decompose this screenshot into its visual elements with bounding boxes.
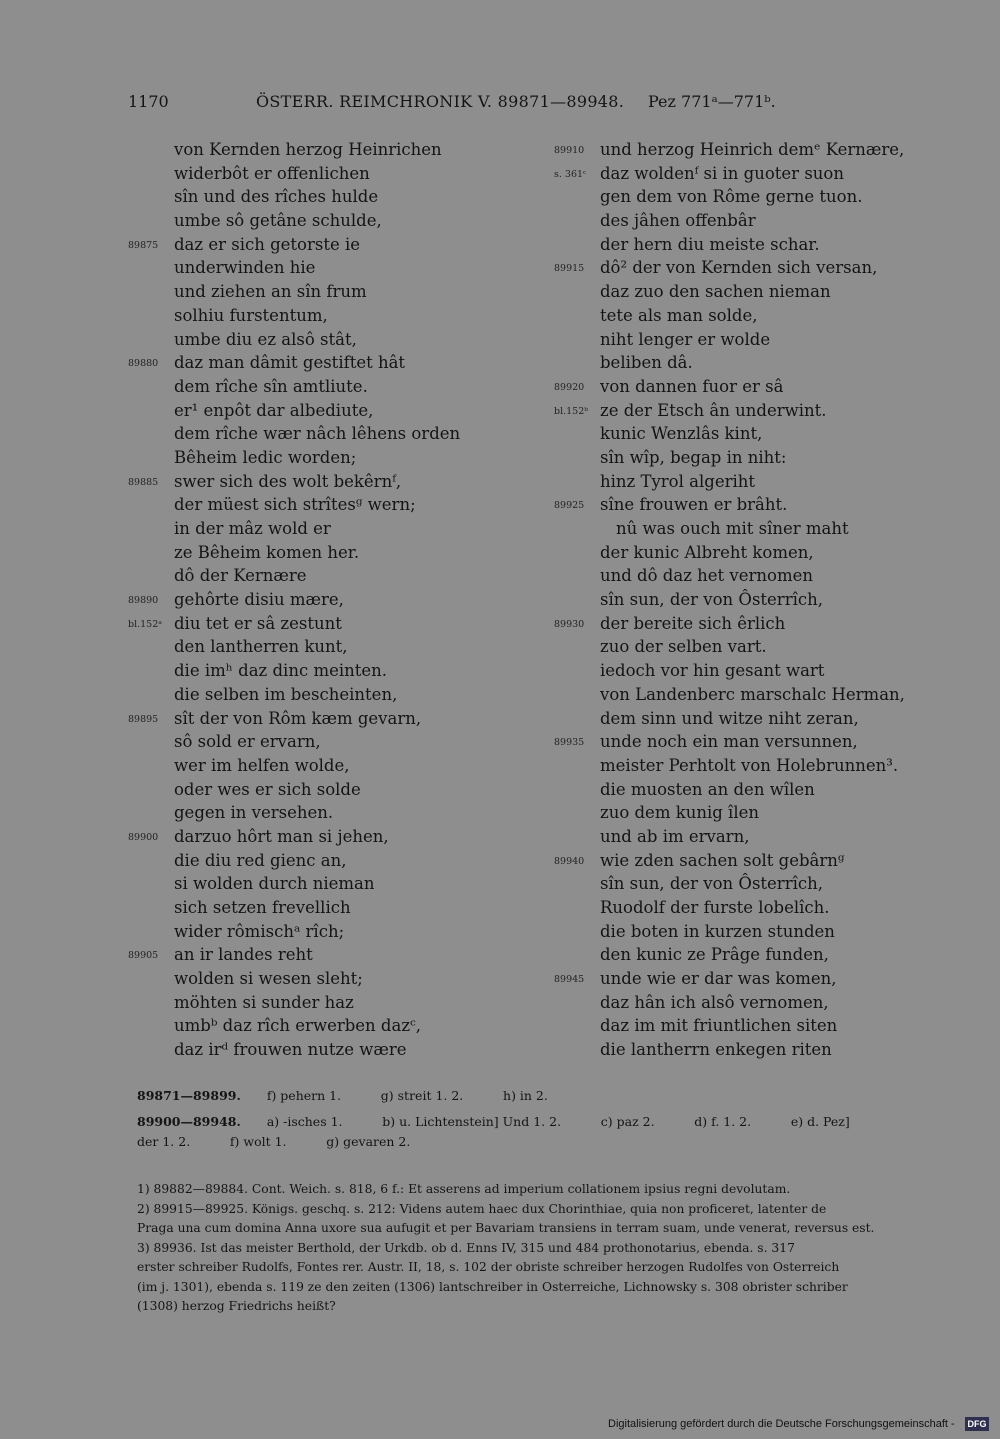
verse-text: dem sinn und witze niht zeran, <box>600 708 859 728</box>
verse-line <box>128 328 528 352</box>
verse-text: kunic Wenzlâs kint, <box>600 424 763 444</box>
verse-line <box>128 138 528 162</box>
verse-line <box>554 399 984 423</box>
verse-text: zuo der selben vart. <box>600 637 767 657</box>
footnote-line: (1308) herzog Friedrichs heißt? <box>137 1299 336 1313</box>
footnote-line: 3) 89936. Ist das meister Berthold, der Urkdb. ob d. Enns IV, 315 und 484 prothonotarius, ebenda. s. 317 <box>137 1240 795 1255</box>
verse-line <box>554 470 984 494</box>
verse-text: Bêheim ledic worden; <box>174 447 357 467</box>
verse-text: wider rômischᵃ rîch; <box>174 921 345 941</box>
verse-line <box>128 209 528 233</box>
running-header <box>128 92 848 116</box>
verse-text: meister Perhtolt von Holebrunnen³. <box>600 755 899 775</box>
verse-text: daz zuo den sachen nieman <box>600 282 831 302</box>
verse-text: daz er sich getorste ie <box>174 234 361 254</box>
verse-line <box>128 1038 528 1062</box>
verse-number: bl.152ᵃ <box>128 618 162 630</box>
verse-line <box>554 328 984 352</box>
verse-line <box>554 517 984 541</box>
footnote-line: 2) 89915—89925. Königs. geschq. s. 212: Videns autem haec dux Chorinthiae, quia non proficeret, latenter de <box>137 1201 827 1216</box>
verse-column-left <box>128 138 528 1062</box>
verse-text: daz irᵈ frouwen nutze wære <box>174 1040 407 1060</box>
verse-line <box>128 707 528 731</box>
verse-number: 89925 <box>554 500 585 512</box>
verse-text: beliben dâ. <box>600 353 693 373</box>
verse-text: er¹ enpôt dar albediute, <box>174 400 374 420</box>
verse-text: und dô daz het vernomen <box>600 566 813 586</box>
verse-line <box>128 541 528 565</box>
verse-text: wer im helfen wolde, <box>174 755 350 775</box>
verse-text: wie zden sachen solt gebârnᵍ <box>600 850 845 870</box>
verse-line <box>554 849 984 873</box>
verse-text: si wolden durch nieman <box>174 874 375 894</box>
verse-line <box>128 517 528 541</box>
footnote-line: (im j. 1301), ebenda s. 119 ze den zeiten (1306) lantschreiber in Osterreiche, Lichnowsky s. 308 obrister schriber <box>137 1279 848 1294</box>
verse-line <box>128 943 528 967</box>
verse-line <box>128 683 528 707</box>
verse-text: die boten in kurzen stunden <box>600 921 835 941</box>
verse-number: 89940 <box>554 855 585 867</box>
verse-text: Ruodolf der furste lobelîch. <box>600 898 830 917</box>
verse-line <box>554 825 984 849</box>
verse-line <box>128 849 528 873</box>
verse-text: iedoch vor hin gesant wart <box>600 661 825 681</box>
verse-line <box>554 730 984 754</box>
verse-text: widerbôt er offenlichen <box>174 163 370 183</box>
verse-text: unde noch ein man versunnen, <box>600 732 858 752</box>
verse-line <box>128 446 528 470</box>
variant-range-1-notes: f) pehern 1. g) streit 1. 2. h) in 2. <box>266 1088 548 1103</box>
verse-number: 89880 <box>128 358 159 370</box>
verse-line <box>128 162 528 186</box>
verse-text: die diu red gienc an, <box>174 850 347 870</box>
verse-line <box>128 872 528 896</box>
verse-text: underwinden hie <box>174 258 316 278</box>
verse-text: daz woldenᶠ si in guoter suon <box>600 163 844 183</box>
verse-line <box>554 446 984 470</box>
verse-line <box>128 896 528 920</box>
verse-text: solhiu furstentum, <box>174 305 328 325</box>
verse-text: und herzog Heinrich demᵉ Kernære, <box>600 140 905 159</box>
pez-reference: Pez 771ᵃ—771ᵇ. <box>648 92 776 111</box>
verse-line <box>128 280 528 304</box>
verse-text: sich setzen frevellich <box>174 898 351 917</box>
verse-line <box>128 375 528 399</box>
verse-line <box>554 256 984 280</box>
verse-line <box>554 375 984 399</box>
verse-line <box>554 185 984 209</box>
verse-line <box>128 778 528 802</box>
verse-text: sît der von Rôm kæm gevarn, <box>174 708 422 728</box>
verse-text: daz man dâmit gestiftet hât <box>174 353 406 373</box>
footnotes <box>137 1180 963 1317</box>
verse-text: von Kernden herzog Heinrichen <box>174 140 442 159</box>
verse-line <box>128 564 528 588</box>
verse-number: 89945 <box>554 974 585 986</box>
verse-text: sîn sun, der von Ôsterrîch, <box>600 874 823 894</box>
verse-line <box>554 209 984 233</box>
verse-text: der bereite sich êrlich <box>600 613 786 633</box>
verse-text: gegen in versehen. <box>174 803 334 823</box>
verse-text: dô der Kernære <box>174 566 307 586</box>
verse-text: dem rîche wær nâch lêhens orden <box>174 424 461 444</box>
verse-text: niht lenger er wolde <box>600 329 771 349</box>
verse-text: sô sold er ervarn, <box>174 732 321 752</box>
verse-line <box>128 256 528 280</box>
verse-number: 89875 <box>128 239 159 251</box>
variant-range-2-notes: a) -isches 1. b) u. Lichtenstein] Und 1. 2. c) paz 2. d) f. 1. 2. e) d. Pez] <box>266 1114 850 1129</box>
verse-number: 89920 <box>554 381 585 393</box>
verse-line <box>128 1014 528 1038</box>
verse-line <box>554 991 984 1015</box>
verse-line <box>554 138 984 162</box>
verse-line <box>554 683 984 707</box>
footnote-line: 1) 89882—89884. Cont. Weich. s. 818, 6 f.: Et asserens ad imperium collationem ipsius regni devolutam. <box>137 1182 791 1196</box>
verse-text: den kunic ze Prâge funden, <box>600 945 829 965</box>
verse-line <box>554 896 984 920</box>
verse-line <box>554 707 984 731</box>
verse-text: gehôrte disiu mære, <box>174 590 344 610</box>
verse-number: 89895 <box>128 713 159 725</box>
verse-line <box>554 233 984 257</box>
verse-text: die lantherrn enkegen riten <box>600 1040 832 1060</box>
verse-text: der kunic Albreht komen, <box>600 542 814 562</box>
verse-text: umbe sô getâne schulde, <box>174 211 382 231</box>
verse-line <box>554 943 984 967</box>
verse-line <box>128 659 528 683</box>
verse-line <box>554 801 984 825</box>
verse-line <box>554 967 984 991</box>
verse-text: swer sich des wolt bekêrnᶠ, <box>174 471 402 491</box>
verse-text: sîn und des rîches hulde <box>174 187 379 207</box>
verse-text: hinz Tyrol algeriht <box>600 471 756 491</box>
verse-text: den lantherren kunt, <box>174 637 348 657</box>
verse-text: und ziehen an sîn frum <box>174 282 367 302</box>
verse-text: zuo dem kunig îlen <box>600 803 759 823</box>
verse-text: darzuo hôrt man si jehen, <box>174 826 389 846</box>
verse-number: 89900 <box>128 831 159 843</box>
verse-line <box>128 470 528 494</box>
verse-line <box>554 351 984 375</box>
funding-notice: Digitalisierung gefördert durch die Deutsche Forschungsgemeinschaft - <box>608 1418 955 1430</box>
variant-range-1: 89871—89899. <box>137 1088 241 1103</box>
verse-text: des jâhen offenbâr <box>600 211 756 231</box>
verse-text: dô² der von Kernden sich versan, <box>600 258 878 278</box>
verse-text: daz im mit friuntlichen siten <box>600 1016 838 1036</box>
verse-number: 89885 <box>128 476 159 488</box>
verse-line <box>554 778 984 802</box>
verse-text: wolden si wesen sleht; <box>174 969 363 989</box>
dfg-logo: DFG <box>965 1417 989 1431</box>
verse-text: an ir landes reht <box>174 945 313 965</box>
verse-text: ze Bêheim komen her. <box>174 542 360 562</box>
verse-line <box>554 612 984 636</box>
verse-text: sîne frouwen er brâht. <box>600 495 788 515</box>
verse-line <box>128 304 528 328</box>
verse-line <box>128 493 528 517</box>
verse-text: daz hân ich alsô vernomen, <box>600 992 829 1012</box>
verse-line <box>128 612 528 636</box>
verse-text: dem rîche sîn amtliute. <box>174 376 368 396</box>
verse-line <box>128 920 528 944</box>
verse-text: oder wes er sich solde <box>174 779 361 799</box>
verse-number: 89890 <box>128 595 159 607</box>
footnote-line: Praga una cum domina Anna uxore sua aufugit et per Bavariam transiens in terram suam, unde venerat, reversus est. <box>137 1221 875 1235</box>
verse-column-right <box>554 138 984 1062</box>
verse-text: sîn sun, der von Ôsterrîch, <box>600 590 823 610</box>
verse-number: 89905 <box>128 950 159 962</box>
verse-line <box>128 635 528 659</box>
verse-number: 89935 <box>554 737 585 749</box>
verse-text: möhten si sunder haz <box>174 992 354 1012</box>
verse-number: s. 361ᶜ <box>554 168 587 180</box>
verse-number: bl.152ᵇ <box>554 405 589 417</box>
verse-line <box>128 185 528 209</box>
verse-text: diu tet er sâ zestunt <box>174 613 342 633</box>
verse-line <box>554 422 984 446</box>
verse-text: unde wie er dar was komen, <box>600 969 837 989</box>
verse-line <box>128 730 528 754</box>
verse-number: 89915 <box>554 263 585 275</box>
verse-line <box>128 351 528 375</box>
verse-line <box>554 541 984 565</box>
verse-text: von dannen fuor er sâ <box>600 376 784 396</box>
verse-line <box>128 801 528 825</box>
verse-line <box>554 162 984 186</box>
variant-range-2: 89900—89948. <box>137 1114 241 1129</box>
verse-text: und ab im ervarn, <box>600 826 750 846</box>
verse-text: von Landenberc marschalc Herman, <box>600 684 905 704</box>
variant-notes-2-continued: der 1. 2. f) wolt 1. g) gevaren 2. <box>137 1134 411 1149</box>
verse-text: umbe diu ez alsô stât, <box>174 329 357 349</box>
verse-line <box>128 588 528 612</box>
verse-text: ze der Etsch ân underwint. <box>600 400 827 420</box>
verse-line <box>554 564 984 588</box>
verse-line <box>554 493 984 517</box>
verse-line <box>554 588 984 612</box>
verse-text: sîn wîp, begap in niht: <box>600 447 787 467</box>
page-number: 1170 <box>128 92 169 111</box>
variant-notes-2 <box>137 1114 850 1129</box>
verse-line <box>554 659 984 683</box>
verse-text: tete als man solde, <box>600 305 758 325</box>
verse-line <box>554 1014 984 1038</box>
verse-line <box>128 422 528 446</box>
verse-number: 89930 <box>554 618 585 630</box>
verse-text: die muosten an den wîlen <box>600 779 815 799</box>
verse-line <box>128 399 528 423</box>
verse-text: in der mâz wold er <box>174 519 331 538</box>
footnote-line: erster schreiber Rudolfs, Fontes rer. Austr. II, 18, s. 102 der obriste schreiber herzogen Rudolfes von Osterreich <box>137 1260 840 1274</box>
verse-text: gen dem von Rôme gerne tuon. <box>600 187 863 207</box>
verse-text: umbᵇ daz rîch erwerben dazᶜ, <box>174 1016 421 1036</box>
verse-text: die imʰ daz dinc meinten. <box>174 661 388 681</box>
verse-line <box>128 825 528 849</box>
verse-text: die selben im bescheinten, <box>174 684 398 704</box>
variant-notes-1 <box>137 1088 548 1103</box>
verse-line <box>128 991 528 1015</box>
verse-text: der hern diu meiste schar. <box>600 234 820 254</box>
verse-line <box>554 280 984 304</box>
verse-line <box>554 1038 984 1062</box>
verse-line <box>554 635 984 659</box>
verse-line <box>554 872 984 896</box>
page-title: ÖSTERR. REIMCHRONIK V. 89871—89948. <box>256 92 625 111</box>
verse-number: 89910 <box>554 145 585 156</box>
verse-line <box>554 304 984 328</box>
verse-text: nû was ouch mit sîner maht <box>616 519 849 538</box>
verse-line <box>128 233 528 257</box>
verse-line <box>128 967 528 991</box>
verse-text: der müest sich strîtesᵍ wern; <box>174 495 416 515</box>
verse-line <box>554 920 984 944</box>
verse-line <box>554 754 984 778</box>
verse-line <box>128 754 528 778</box>
